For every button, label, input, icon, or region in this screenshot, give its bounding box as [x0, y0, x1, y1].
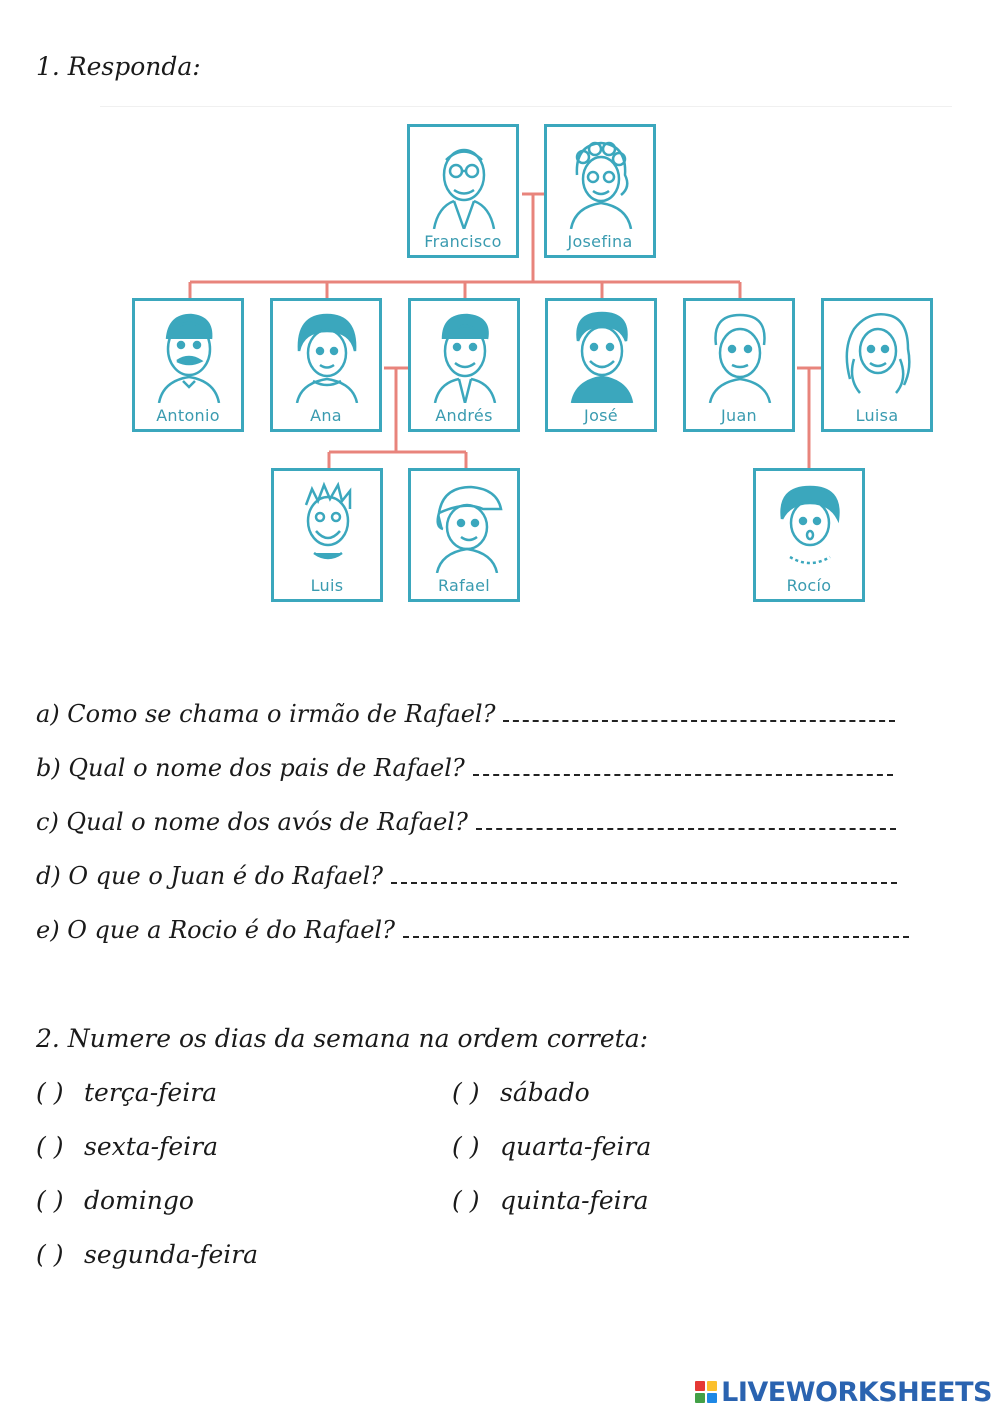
- woman-face-icon: [287, 309, 367, 403]
- question-a: [36, 700, 895, 728]
- answer-paren[interactable]: ( ): [36, 1078, 64, 1107]
- day-item[interactable]: [452, 1186, 649, 1215]
- answer-blank[interactable]: [391, 862, 897, 884]
- day-label: terça-feira: [84, 1078, 218, 1107]
- answer-blank[interactable]: [503, 700, 895, 722]
- girl-face-icon: [770, 479, 850, 573]
- day-item[interactable]: [36, 1078, 217, 1107]
- member-name: José: [584, 406, 618, 425]
- answer-paren[interactable]: ( ): [452, 1132, 480, 1161]
- question-text: d) O que o Juan é do Rafael?: [36, 862, 384, 890]
- member-card-jose: [545, 298, 657, 432]
- young-man-face-icon: [700, 309, 780, 403]
- curly-man-face-icon: [562, 309, 642, 403]
- day-label: sábado: [500, 1078, 590, 1107]
- member-name: Ana: [310, 406, 342, 425]
- member-card-luisa: [821, 298, 933, 432]
- member-card-francisco: [407, 124, 519, 258]
- day-item[interactable]: [452, 1132, 651, 1161]
- member-card-josefina: [544, 124, 656, 258]
- question-text: c) Qual o nome dos avós de Rafael?: [36, 808, 468, 836]
- man-mustache-face-icon: [149, 309, 229, 403]
- member-name: Rafael: [437, 576, 491, 595]
- member-name: Rocío: [786, 576, 832, 595]
- member-name: Francisco: [424, 232, 502, 251]
- member-name: Andrés: [435, 406, 493, 425]
- member-name: Luisa: [855, 406, 899, 425]
- liveworksheets-brand: [695, 1377, 992, 1407]
- member-card-juan: [683, 298, 795, 432]
- boy-spiky-hair-face-icon: [288, 479, 368, 573]
- day-label: domingo: [84, 1186, 194, 1215]
- member-card-ana: [270, 298, 382, 432]
- answer-blank[interactable]: [476, 808, 896, 830]
- liveworksheets-logo-icon: [695, 1381, 717, 1403]
- answer-blank[interactable]: [403, 916, 909, 938]
- day-item[interactable]: [452, 1078, 590, 1107]
- question-b: [36, 754, 893, 782]
- day-label: sexta-feira: [84, 1132, 219, 1161]
- question-d: [36, 862, 897, 890]
- day-label: segunda-feira: [84, 1240, 259, 1269]
- grandma-face-icon: [561, 135, 641, 229]
- answer-paren[interactable]: ( ): [36, 1240, 64, 1269]
- man-face-icon: [425, 309, 505, 403]
- day-label: quinta-feira: [500, 1186, 649, 1215]
- answer-paren[interactable]: ( ): [452, 1186, 480, 1215]
- answer-paren[interactable]: ( ): [36, 1186, 64, 1215]
- brand-text: LIVEWORKSHEETS: [721, 1376, 992, 1408]
- wavy-hair-woman-face-icon: [838, 309, 918, 403]
- section-1-title: 1. Responda:: [36, 52, 201, 81]
- answer-paren[interactable]: ( ): [452, 1078, 480, 1107]
- boy-cap-face-icon: [425, 479, 505, 573]
- grandpa-face-icon: [424, 135, 504, 229]
- section-2-title: 2. Numere os dias da semana na ordem correta:: [36, 1024, 649, 1053]
- member-card-luis: [271, 468, 383, 602]
- member-card-andres: [408, 298, 520, 432]
- day-item[interactable]: [36, 1240, 258, 1269]
- question-text: e) O que a Rocio é do Rafael?: [36, 916, 395, 944]
- answer-paren[interactable]: ( ): [36, 1132, 64, 1161]
- member-card-antonio: [132, 298, 244, 432]
- member-name: Antonio: [156, 406, 220, 425]
- member-card-rafael: [408, 468, 520, 602]
- question-text: a) Como se chama o irmão de Rafael?: [36, 700, 496, 728]
- family-tree: [0, 0, 1000, 620]
- member-name: Luis: [310, 576, 344, 595]
- day-item[interactable]: [36, 1132, 218, 1161]
- day-item[interactable]: [36, 1186, 194, 1215]
- question-c: [36, 808, 896, 836]
- day-label: quarta-feira: [500, 1132, 652, 1161]
- member-name: Josefina: [567, 232, 633, 251]
- question-text: b) Qual o nome dos pais de Rafael?: [36, 754, 465, 782]
- question-e: [36, 916, 909, 944]
- member-name: Juan: [720, 406, 757, 425]
- member-card-rocio: [753, 468, 865, 602]
- answer-blank[interactable]: [473, 754, 893, 776]
